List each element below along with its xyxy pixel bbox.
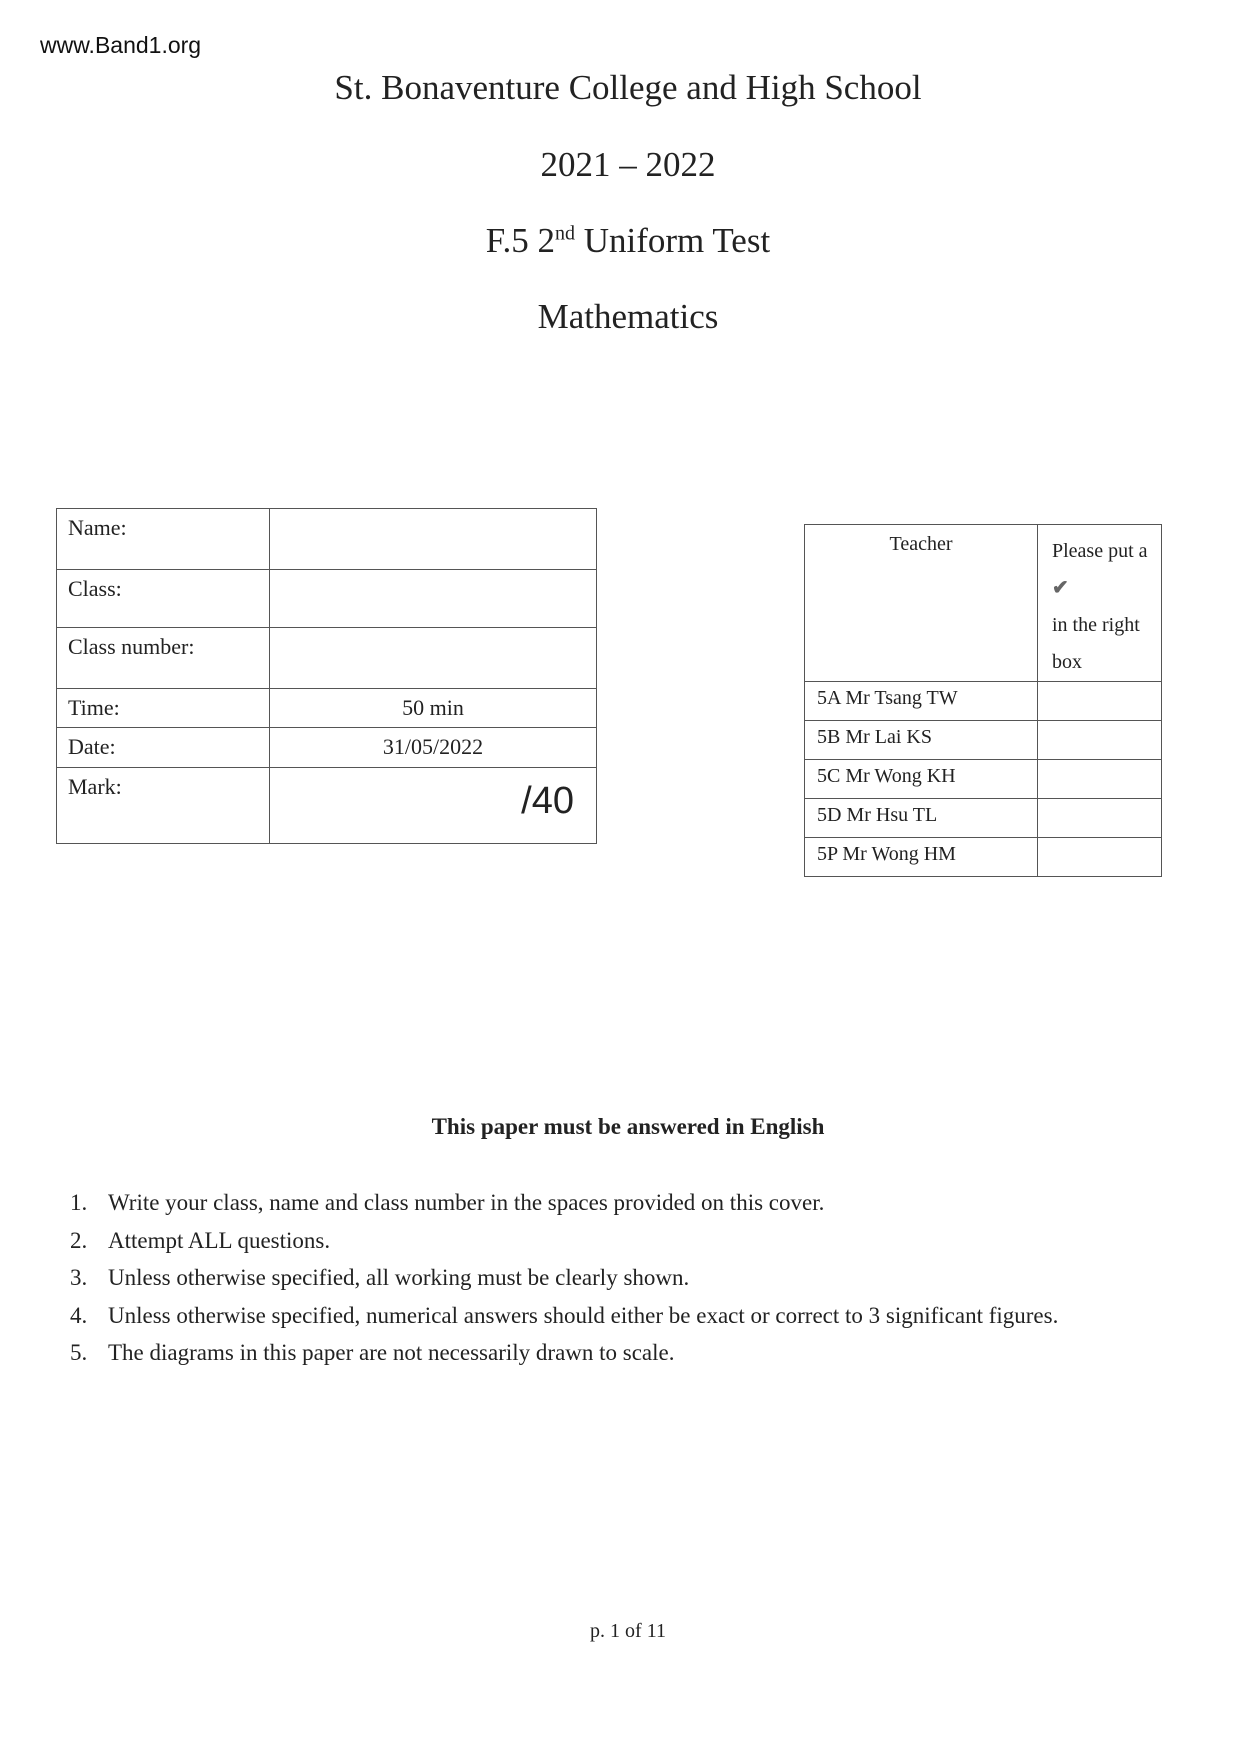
teacher-row: 5B Mr Lai KS — [805, 721, 1038, 760]
instruction-number: 5. — [70, 1340, 88, 1365]
watermark: www.Band1.org — [40, 32, 202, 58]
instruction-item — [70, 1190, 1058, 1228]
time-label: Time: — [57, 689, 270, 728]
teacher-row: 5A Mr Tsang TW — [805, 682, 1038, 721]
teacher-header: Teacher — [805, 525, 1038, 682]
name-label: Name: — [57, 509, 270, 570]
instruction-text: Unless otherwise specified, numerical answers should either be exact or correct to 3 significant figures. — [108, 1302, 1059, 1328]
instruction-text: The diagrams in this paper are not necessarily drawn to scale. — [108, 1340, 675, 1365]
instruction-text: Write your class, name and class number in the spaces provided on this cover. — [108, 1190, 825, 1215]
mark-label: Mark: — [57, 768, 270, 844]
school-name: St. Bonaventure College and High School — [334, 68, 922, 107]
class-label: Class: — [57, 570, 270, 628]
test-title — [0, 221, 1240, 261]
instruction-text: Unless otherwise specified, all working must be clearly shown. — [108, 1265, 690, 1290]
checkmark-icon: ✔ — [1052, 577, 1069, 599]
school-year: 2021 – 2022 — [540, 145, 716, 184]
tick-box[interactable] — [1038, 721, 1162, 760]
instruction-number: 3. — [70, 1265, 88, 1290]
instructions-list — [70, 1190, 1058, 1378]
class-number-label: Class number: — [57, 628, 270, 689]
name-field[interactable] — [270, 509, 597, 570]
mark-value: /40 — [270, 768, 597, 844]
tick-box[interactable] — [1038, 682, 1162, 721]
teacher-row: 5P Mr Wong HM — [805, 838, 1038, 877]
tick-box[interactable] — [1038, 760, 1162, 799]
teacher-table — [804, 524, 1162, 877]
tick-box[interactable] — [1038, 838, 1162, 877]
tick-header — [1038, 525, 1162, 682]
date-label: Date: — [57, 728, 270, 768]
teacher-row: 5C Mr Wong KH — [805, 760, 1038, 799]
page-number: p. 1 of 11 — [590, 1620, 666, 1642]
test-title-prefix: F.5 2 — [485, 221, 555, 260]
student-info-table — [56, 508, 597, 844]
instruction-item — [70, 1303, 1058, 1341]
subject: Mathematics — [537, 297, 719, 336]
instruction-item — [70, 1340, 1058, 1378]
tick-box[interactable] — [1038, 799, 1162, 838]
test-title-suffix: Uniform Test — [574, 221, 771, 260]
test-title-sup: nd — [554, 222, 575, 245]
class-number-field[interactable] — [270, 628, 597, 689]
time-value: 50 min — [270, 689, 597, 728]
tick-header-line3: box — [1052, 651, 1082, 673]
instruction-item — [70, 1265, 1058, 1303]
instruction-number: 1. — [70, 1190, 88, 1215]
instruction-text: Attempt ALL questions. — [108, 1227, 331, 1253]
tick-header-line1: Please put a — [1052, 540, 1148, 562]
instruction-number: 4. — [70, 1302, 88, 1328]
instruction-item — [70, 1228, 1058, 1266]
teacher-row: 5D Mr Hsu TL — [805, 799, 1038, 838]
tick-header-line2: in the right — [1052, 614, 1140, 636]
instruction-number: 2. — [70, 1227, 88, 1253]
language-notice: This paper must be answered in English — [431, 1114, 825, 1139]
date-value: 31/05/2022 — [270, 728, 597, 768]
class-field[interactable] — [270, 570, 597, 628]
